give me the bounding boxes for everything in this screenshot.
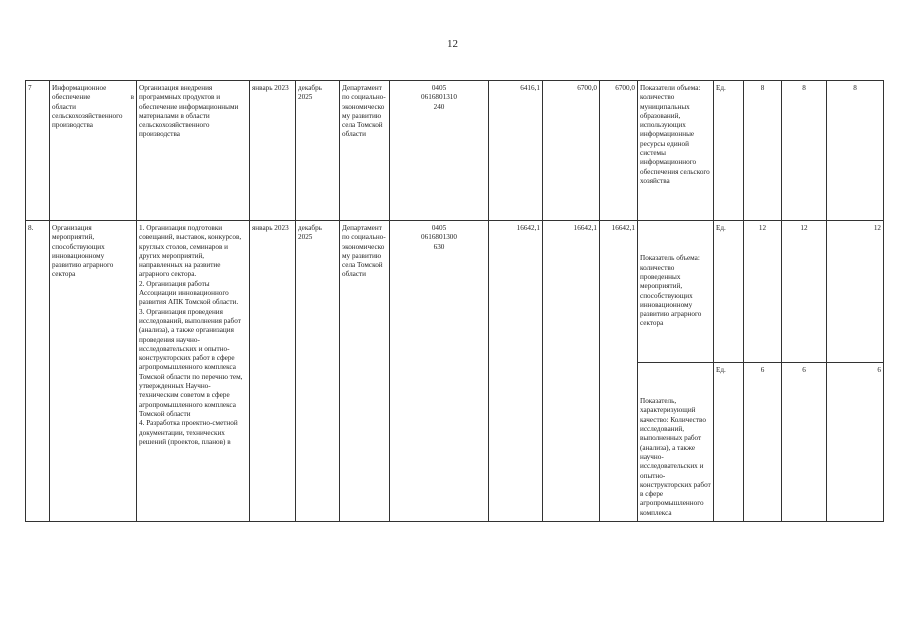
activity-name-word: в [130,93,134,102]
indicator-description: Показатели объема: количество муниципальных образований, использующих информационные ресурсы единой системы информационного обеспечения сельского хозяйства [638,81,714,221]
indicator-unit: Ед. [714,81,744,221]
indicator-value-year-2: 12 [782,221,827,363]
indicator-description: Показатель объема: количество проведенных мероприятий, способствующих инновационному развитию аграрного сектора [638,221,714,363]
budget-code-type: 630 [433,242,445,251]
table-row [26,221,884,363]
indicator-unit: Ед. [714,363,744,522]
indicator-value-year-2: 8 [782,81,827,221]
indicator-value-year-3: 8 [827,81,884,221]
activity-item: 2. Организация работы Ассоциации инновационного развития АПК Томской области. [139,279,239,307]
executor: Департамент по социально-экономическому развитию села Томской области [340,221,390,522]
activity-item: 1. Организация подготовки совещаний, выставок, конкурсов, круглых столов, семинаров и других мероприятий, направленных на развитие аграрного сектора. [139,224,242,279]
start-date: январь 2023 [250,221,296,522]
activity-item: 3. Организация проведения исследований, выполнения работ (анализа), а также организация проведения научно-исследовательских и опытно-конструкторских работ в сфере агропромышленного комплекса Томской области по перечню тем, утвержденных Научно-техническим советом в сфере агропромышленного комплекса Томской области [139,307,243,418]
table-row [26,81,884,221]
program-activities-table [25,80,884,522]
funding-year-1: 16642,1 [489,221,543,522]
activity-name-justified-line [52,93,134,102]
funding-year-3: 6700,0 [600,81,638,221]
activity-name-line: Информационное [52,84,107,92]
end-date: декабрь 2025 [296,81,340,221]
indicator-unit: Ед. [714,221,744,363]
funding-year-2: 16642,1 [543,221,600,522]
indicator-value-year-3: 6 [827,363,884,522]
indicator-description: Показатель, характеризующий качество: Количество исследований, выполненных работ (анализа), а также научно-исследовательских и опытно-конструкторских работ в сфере агропромышленного комплекса [638,363,714,522]
end-date: декабрь 2025 [296,221,340,522]
budget-code-cell [390,221,489,522]
activity-description [137,221,250,522]
row-number: 7 [26,81,50,221]
funding-year-1: 6416,1 [489,81,543,221]
indicator-value-year-1: 6 [744,363,782,522]
activity-name-word: обеспечение [52,93,91,102]
budget-code-cell [390,81,489,221]
activity-name-cell [50,81,137,221]
executor: Департамент по социально-экономическому развитию села Томской области [340,81,390,221]
activity-name-rest: области сельскохозяйственного производства [52,102,123,130]
funding-year-2: 6700,0 [543,81,600,221]
indicator-value-year-3: 12 [827,221,884,363]
budget-code-target: 0616801310 [421,93,457,102]
activity-item: 4. Разработка проектно-сметной документации, технических решений (проектов, планов) в [139,419,238,446]
budget-code-section: 0405 [431,224,447,232]
page-number: 12 [447,38,458,50]
indicator-value-year-1: 8 [744,81,782,221]
start-date: январь 2023 [250,81,296,221]
indicator-value-year-2: 6 [782,363,827,522]
budget-code-type: 240 [433,102,445,111]
row-number: 8. [26,221,50,522]
activity-name: Организация мероприятий, способствующих инновационному развитию аграрного сектора [50,221,137,522]
budget-code-target: 0616801300 [421,233,457,242]
activity-description: Организация внедрения программных продуктов и обеспечение информационными материалами в области сельскохозяйственного производства [137,81,250,221]
funding-year-3: 16642,1 [600,221,638,522]
budget-code-section: 0405 [431,84,447,92]
indicator-value-year-1: 12 [744,221,782,363]
